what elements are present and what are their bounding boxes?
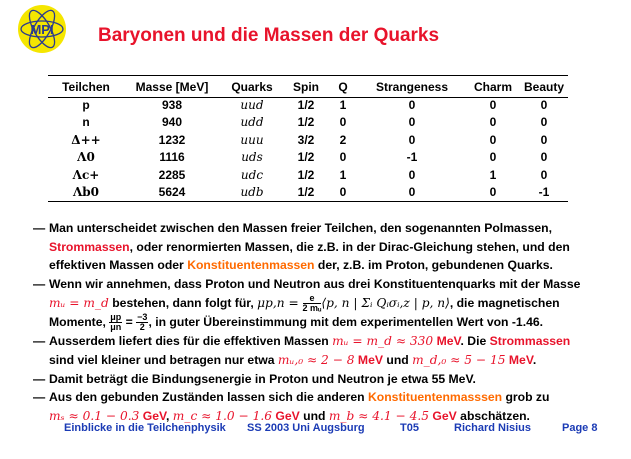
col-header: Quarks [231, 80, 273, 94]
body-text [33, 219, 623, 426]
beauty-cell: 0 [540, 132, 548, 147]
bullet-line: sind viel kleiner und betragen nur etwa mᵤ,₀ ≈ 2 − 8 MeV und m_d,₀ ≈ 5 − 15 MeV. [49, 353, 537, 368]
table-top-rule [48, 75, 568, 76]
strangeness-cell: -1 [406, 150, 418, 165]
quarks-cell: uds [241, 150, 263, 165]
footer-code: T05 [400, 422, 419, 434]
strangeness-cell: 0 [408, 167, 416, 182]
bullet-line: — Ausserdem liefert dies für die effektiven Massen mᵤ = m_d ≈ 330 MeV. Die Strommassen [33, 334, 571, 349]
particle-cell: Δ++ [71, 132, 101, 147]
quarks-cell: udb [240, 185, 264, 200]
fraction: $\frac{-3}{2}$ [137, 312, 148, 333]
strangeness-cell: 0 [408, 98, 416, 112]
spin-cell: 1/2 [297, 185, 315, 200]
footer-course: Einblicke in die Teilchenphysik [64, 422, 226, 434]
bullet-line: effektiven Massen oder Konstituentenmassen der, z.B. im Proton, gebundenen Quarks. [49, 258, 553, 273]
beauty-cell: 0 [540, 98, 548, 112]
fraction: $\frac{e}{\text{2 mᵤ}}$ [302, 293, 322, 314]
footer-page: Page 8 [562, 422, 598, 434]
bullet-line: Momente, $\frac{\mu p}{\mu n}$ = $\frac{-3}{2}$ , in guter Übereinstimmung mit dem experimentellen Wert von -1.46. [49, 312, 544, 333]
charge-cell: 1 [339, 98, 347, 112]
col-header: Strangeness [375, 80, 449, 94]
col-header: Beauty [523, 80, 564, 94]
charge-cell: 1 [339, 167, 347, 182]
particle-cell: Λc+ [72, 167, 100, 182]
fraction: $\frac{\mu p}{\mu n}$ [110, 312, 122, 333]
charm-cell: 0 [489, 115, 497, 130]
spin-cell: 1/2 [297, 98, 315, 112]
charm-cell: 0 [489, 185, 497, 200]
table-row [48, 149, 568, 166]
page-title: Baryonen und die Massen der Quarks [98, 25, 440, 46]
mass-cell: 938 [161, 98, 183, 112]
charge-cell: 2 [339, 132, 347, 147]
beauty-cell: 0 [540, 150, 548, 165]
bullet-line: Strommassen, oder renormierten Massen, die z.B. in der Dirac-Gleichung stehen, und den [49, 239, 570, 254]
col-header: Charm [473, 80, 512, 94]
col-header: Spin [293, 80, 319, 94]
table-row [48, 97, 568, 114]
footer-term: SS 2003 Uni Augsburg [247, 422, 365, 434]
charm-cell: 0 [489, 98, 497, 112]
quarks-cell: uuu [240, 132, 264, 147]
col-header: Masse [MeV] [135, 80, 209, 94]
charm-cell: 0 [489, 132, 497, 147]
beauty-cell: -1 [538, 185, 550, 200]
strangeness-cell: 0 [408, 132, 416, 147]
spin-cell: 1/2 [297, 150, 315, 165]
mass-cell: 1232 [158, 132, 186, 147]
baryon-table [48, 78, 568, 201]
quarks-cell: udd [240, 115, 264, 130]
particle-cell: n [82, 115, 90, 130]
mass-cell: 940 [161, 115, 183, 130]
particle-cell: Λb0 [72, 185, 100, 200]
table-row [48, 184, 568, 201]
table-row [48, 132, 568, 149]
footer-author: Richard Nisius [454, 422, 532, 434]
bullet-line: mₛ ≈ 0.1 − 0.3 GeV, m_c ≈ 1.0 − 1.6 GeV und m_b ≈ 4.1 − 4.5 GeV abschätzen. [49, 409, 530, 424]
strangeness-cell: 0 [408, 115, 416, 130]
bullet-line: mᵤ = m_d bestehen, dann folgt für, μp,n = $\frac{e}{\text{2 mᵤ}}$ ⟨p, n | Σᵢ Qᵢσᵢ,z | p, n⟩, die magnetischen [49, 293, 560, 314]
charm-cell: 1 [489, 167, 497, 182]
spin-cell: 3/2 [297, 132, 315, 147]
quarks-cell: udc [240, 167, 264, 182]
bullet-line: — Aus den gebunden Zuständen lassen sich die anderen Konstituentenmasssen grob zu [33, 390, 550, 405]
table-header-row [48, 78, 568, 97]
particle-cell: p [82, 98, 90, 112]
bullet-line: — Wenn wir annehmen, dass Proton und Neutron aus drei Konstituentenquarks mit der Masse [33, 277, 581, 292]
quarks-cell: uud [240, 98, 264, 112]
spin-cell: 1/2 [297, 167, 315, 182]
mass-cell: 1116 [159, 150, 185, 165]
beauty-cell: 0 [540, 115, 548, 130]
atom-icon [16, 3, 68, 55]
charge-cell: 0 [339, 115, 347, 130]
col-header: Q [338, 80, 348, 94]
mpi-logo [16, 3, 68, 55]
particle-cell: Λ0 [77, 150, 95, 165]
beauty-cell: 0 [540, 167, 548, 182]
mass-cell: 2285 [158, 167, 186, 182]
charge-cell: 0 [339, 150, 347, 165]
logo-text: MPI [30, 22, 54, 37]
bullet-line: — Damit beträgt die Bindungsenergie in Proton und Neutron je etwa 55 MeV. [33, 371, 476, 386]
bullet-line: — Man unterscheidet zwischen den Massen freier Teilchen, den sogenannten Polmassen, [33, 221, 552, 235]
col-header: Teilchen [62, 80, 110, 94]
table-row [48, 114, 568, 131]
strangeness-cell: 0 [408, 185, 416, 200]
mass-cell: 5624 [158, 185, 186, 200]
spin-cell: 1/2 [297, 115, 315, 130]
charge-cell: 0 [339, 185, 347, 200]
table-row [48, 167, 568, 184]
charm-cell: 0 [489, 150, 497, 165]
